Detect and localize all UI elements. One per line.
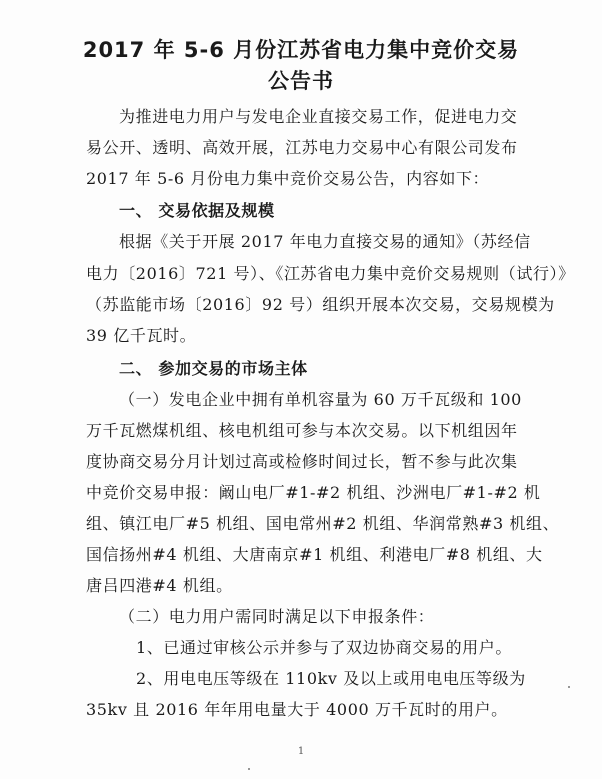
section2-line: 度协商交易分月计划过高或检修时间过长，暂不参与此次集 xyxy=(86,452,518,471)
scan-speck xyxy=(248,768,250,770)
section2-line: 组、镇江电厂#5 机组、国电常州#2 机组、华润常熟#3 机组、 xyxy=(86,514,560,533)
intro-line: 为推进电力用户与发电企业直接交易工作，促进电力交 xyxy=(119,107,518,126)
section2-line: （一）发电企业中拥有单机容量为 60 万千瓦级和 100 xyxy=(119,390,522,409)
scan-speck xyxy=(568,686,570,688)
section2-part2-heading: （二）电力用户需同时满足以下申报条件： xyxy=(119,607,435,626)
section2-heading: 二、 参加交易的市场主体 xyxy=(119,359,308,378)
intro-line: 易公开、透明、高效开展，江苏电力交易中心有限公司发布 xyxy=(86,138,518,157)
condition-line: 1、已通过审核公示并参与了双边协商交易的用户。 xyxy=(136,638,512,657)
section2-line: 国信扬州#4 机组、大唐南京#1 机组、利港电厂#8 机组、大 xyxy=(86,545,543,564)
intro-line: 2017 年 5-6 月份电力集中竞价交易公告，内容如下： xyxy=(86,169,490,188)
section2-line: 中竞价交易申报：阚山电厂#1-#2 机组、沙洲电厂#1-#2 机 xyxy=(86,483,541,502)
section1-line: 根据《关于开展 2017 年电力直接交易的通知》（苏经信 xyxy=(119,232,531,251)
document-title-line2: 公告书 xyxy=(268,69,334,93)
condition-line: 35kv 且 2016 年年用电量大于 4000 万千瓦时的用户。 xyxy=(86,700,508,719)
section1-line: （苏监能市场〔2016〕92 号）组织开展本次交易，交易规模为 xyxy=(86,295,555,314)
section2-line: 唐吕四港#4 机组。 xyxy=(86,576,233,595)
document-title-line1: 2017 年 5-6 月份江苏省电力集中竞价交易 xyxy=(82,38,520,62)
page-number: 1 xyxy=(297,746,305,757)
section1-heading: 一、 交易依据及规模 xyxy=(119,201,275,220)
section1-line: 39 亿千瓦时。 xyxy=(86,326,197,345)
condition-line: 2、用电电压等级在 110kv 及以上或用电电压等级为 xyxy=(136,669,526,688)
section1-line: 电力〔2016〕721 号）、《江苏省电力集中竞价交易规则（试行）》 xyxy=(86,264,575,283)
section2-line: 万千瓦燃煤机组、核电机组可参与本次交易。以下机组因年 xyxy=(86,421,518,440)
